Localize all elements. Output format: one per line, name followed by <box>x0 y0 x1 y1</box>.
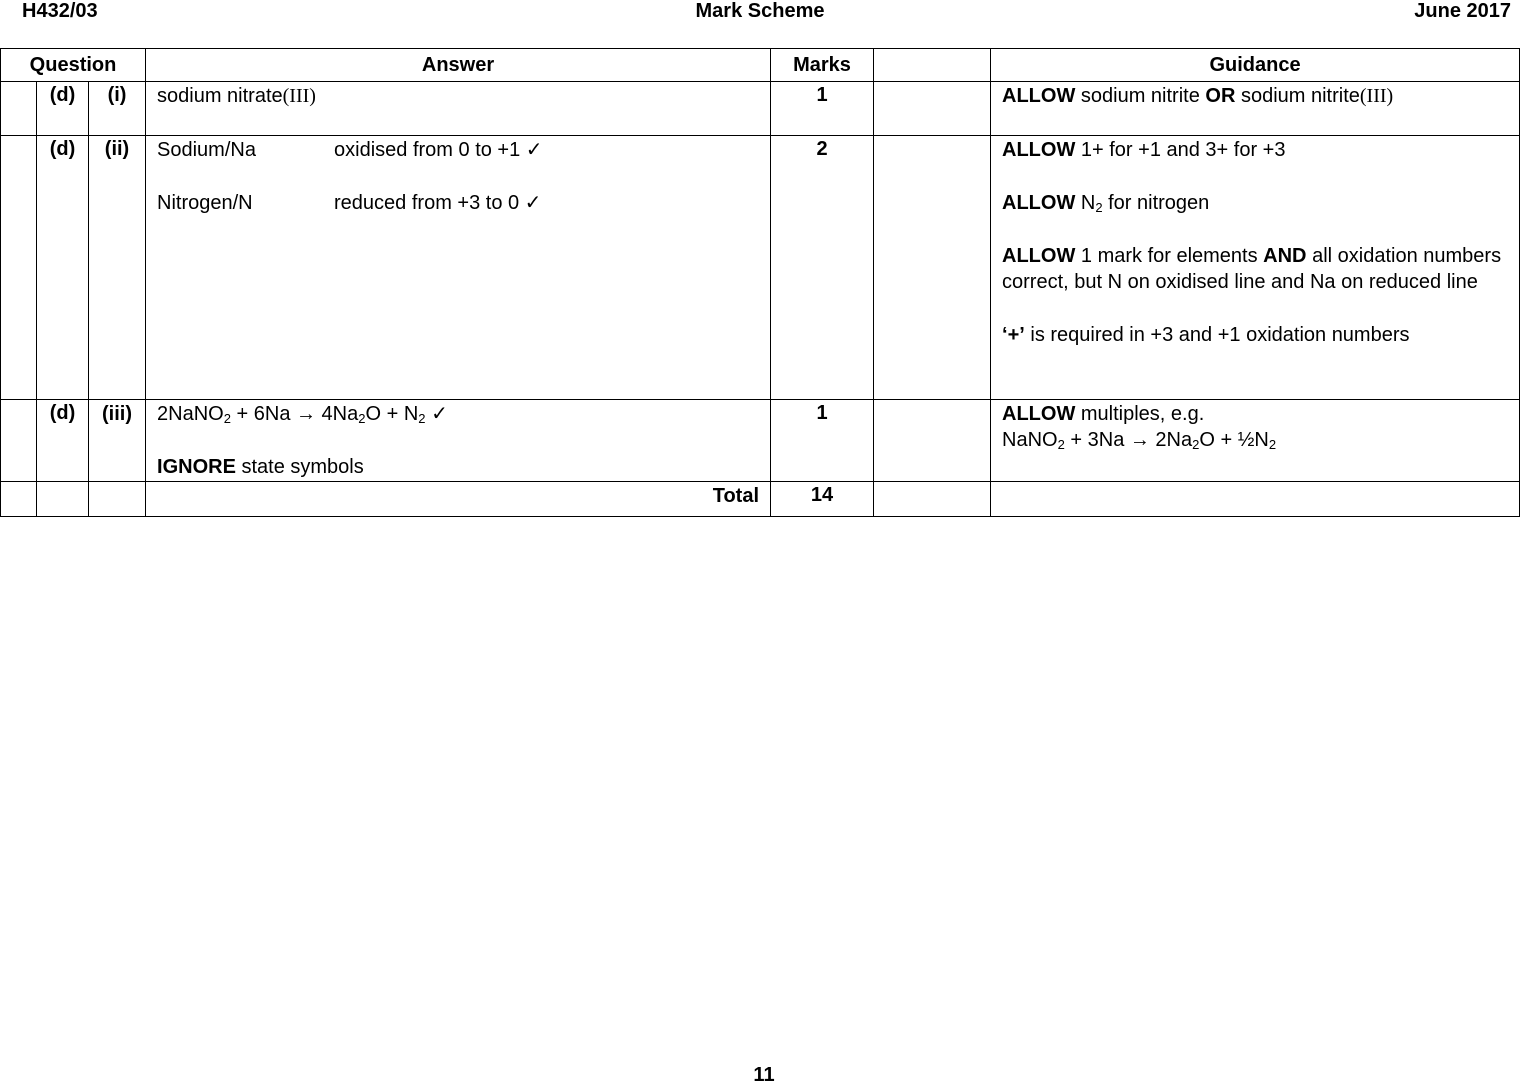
page-number: 11 <box>753 1064 775 1086</box>
answer-header: Answer <box>146 49 771 82</box>
guidance-cell: ALLOW 1+ for +1 and 3+ for +3 ALLOW $N_2$ for nitrogen ALLOW 1 mark for elements AND all oxidation numbers correct, but N on oxidised line and Na on reduced line ‘+’ is required in +3 and +1 oxidation numbers <box>991 136 1520 400</box>
total-row <box>1 482 1520 517</box>
header-title: Mark Scheme <box>695 0 825 22</box>
total-label: Total <box>146 482 771 517</box>
table-header-row <box>1 49 1520 82</box>
marks-cell: 2 <box>771 136 874 400</box>
table-row <box>1 82 1520 136</box>
guidance-cell: ALLOW multiples, e.g. NaNO$_2$ + $3Na \to 2Na_2O$ + $\frac{1}{2}N_2$ <box>991 400 1520 482</box>
header-code: H432/03 <box>22 0 98 22</box>
question-part: (d) <box>37 136 89 400</box>
question-subpart: (ii) <box>89 136 146 400</box>
marks-cell: 1 <box>771 400 874 482</box>
question-header: Question <box>1 49 146 82</box>
answer-cell: sodium nitrate(III) <box>146 82 771 136</box>
answer-cell: Sodium/Na oxidised from 0 to +1 ✓ Nitrogen/N reduced from +3 to 0 ✓ <box>146 136 771 400</box>
header-date: June 2017 <box>1414 0 1511 22</box>
marks-cell: 1 <box>771 82 874 136</box>
table-row <box>1 400 1520 482</box>
guidance-header: Guidance <box>991 49 1520 82</box>
table-row <box>1 136 1520 400</box>
question-subpart: (i) <box>89 82 146 136</box>
answer-cell: 2NaNO$_2$ + $6Na \to 4Na_2O + N_2$ ✓ IGNORE state symbols <box>146 400 771 482</box>
marks-header: Marks <box>771 49 874 82</box>
blank-header <box>874 49 991 82</box>
total-marks: 14 <box>771 482 874 517</box>
question-part: (d) <box>37 400 89 482</box>
mark-scheme-table <box>0 48 1520 517</box>
guidance-cell: ALLOW sodium nitrite OR sodium nitrite(III) <box>991 82 1520 136</box>
question-subpart: (iii) <box>89 400 146 482</box>
question-part: (d) <box>37 82 89 136</box>
